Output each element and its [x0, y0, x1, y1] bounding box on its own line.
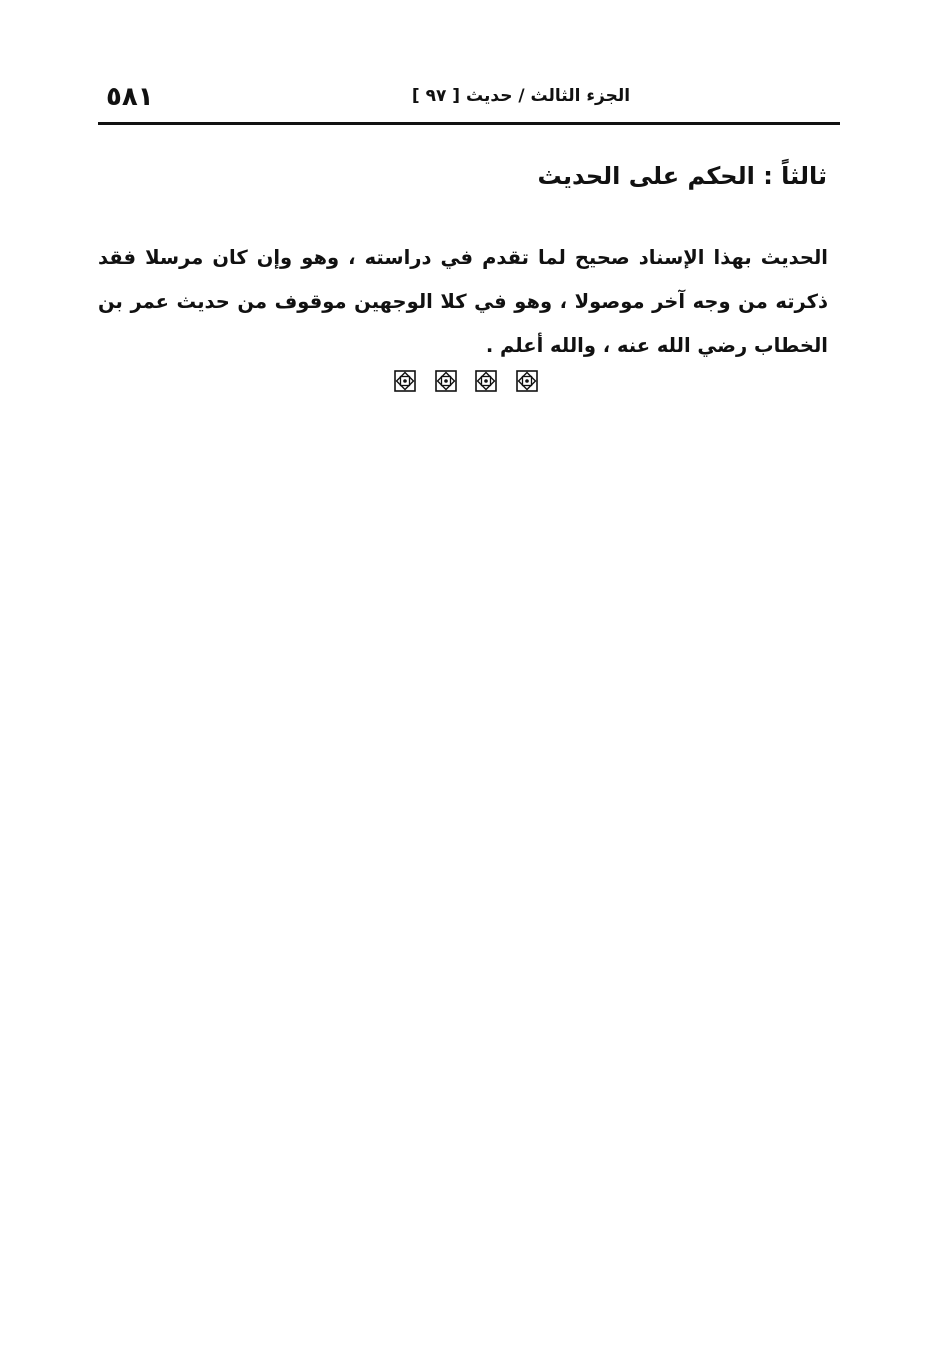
- header-divider: [98, 122, 840, 125]
- geometric-star-ornament-icon: [394, 370, 416, 392]
- geometric-star-ornament-icon: [516, 370, 538, 392]
- geometric-star-ornament-icon: [435, 370, 457, 392]
- section-heading: ثالثاً : الحكم على الحديث: [537, 162, 827, 190]
- running-title: الجزء الثالث / حديث [ ٩٧ ]: [411, 86, 631, 106]
- page-number: ٥٨١: [106, 82, 154, 112]
- section-end-ornaments: [394, 370, 538, 396]
- body-paragraph: الحديث بهذا الإسناد صحيح لما تقدم في دراسته ، وهو وإن كان مرسلا فقد ذكرته من وجه آخر موصولا ، وهو في كلا الوجهين موقوف من حديث عمر بن الخطاب رضي الله عنه ، والله أعلم .: [98, 245, 828, 357]
- geometric-star-ornament-icon: [475, 370, 497, 392]
- running-header: [98, 78, 840, 118]
